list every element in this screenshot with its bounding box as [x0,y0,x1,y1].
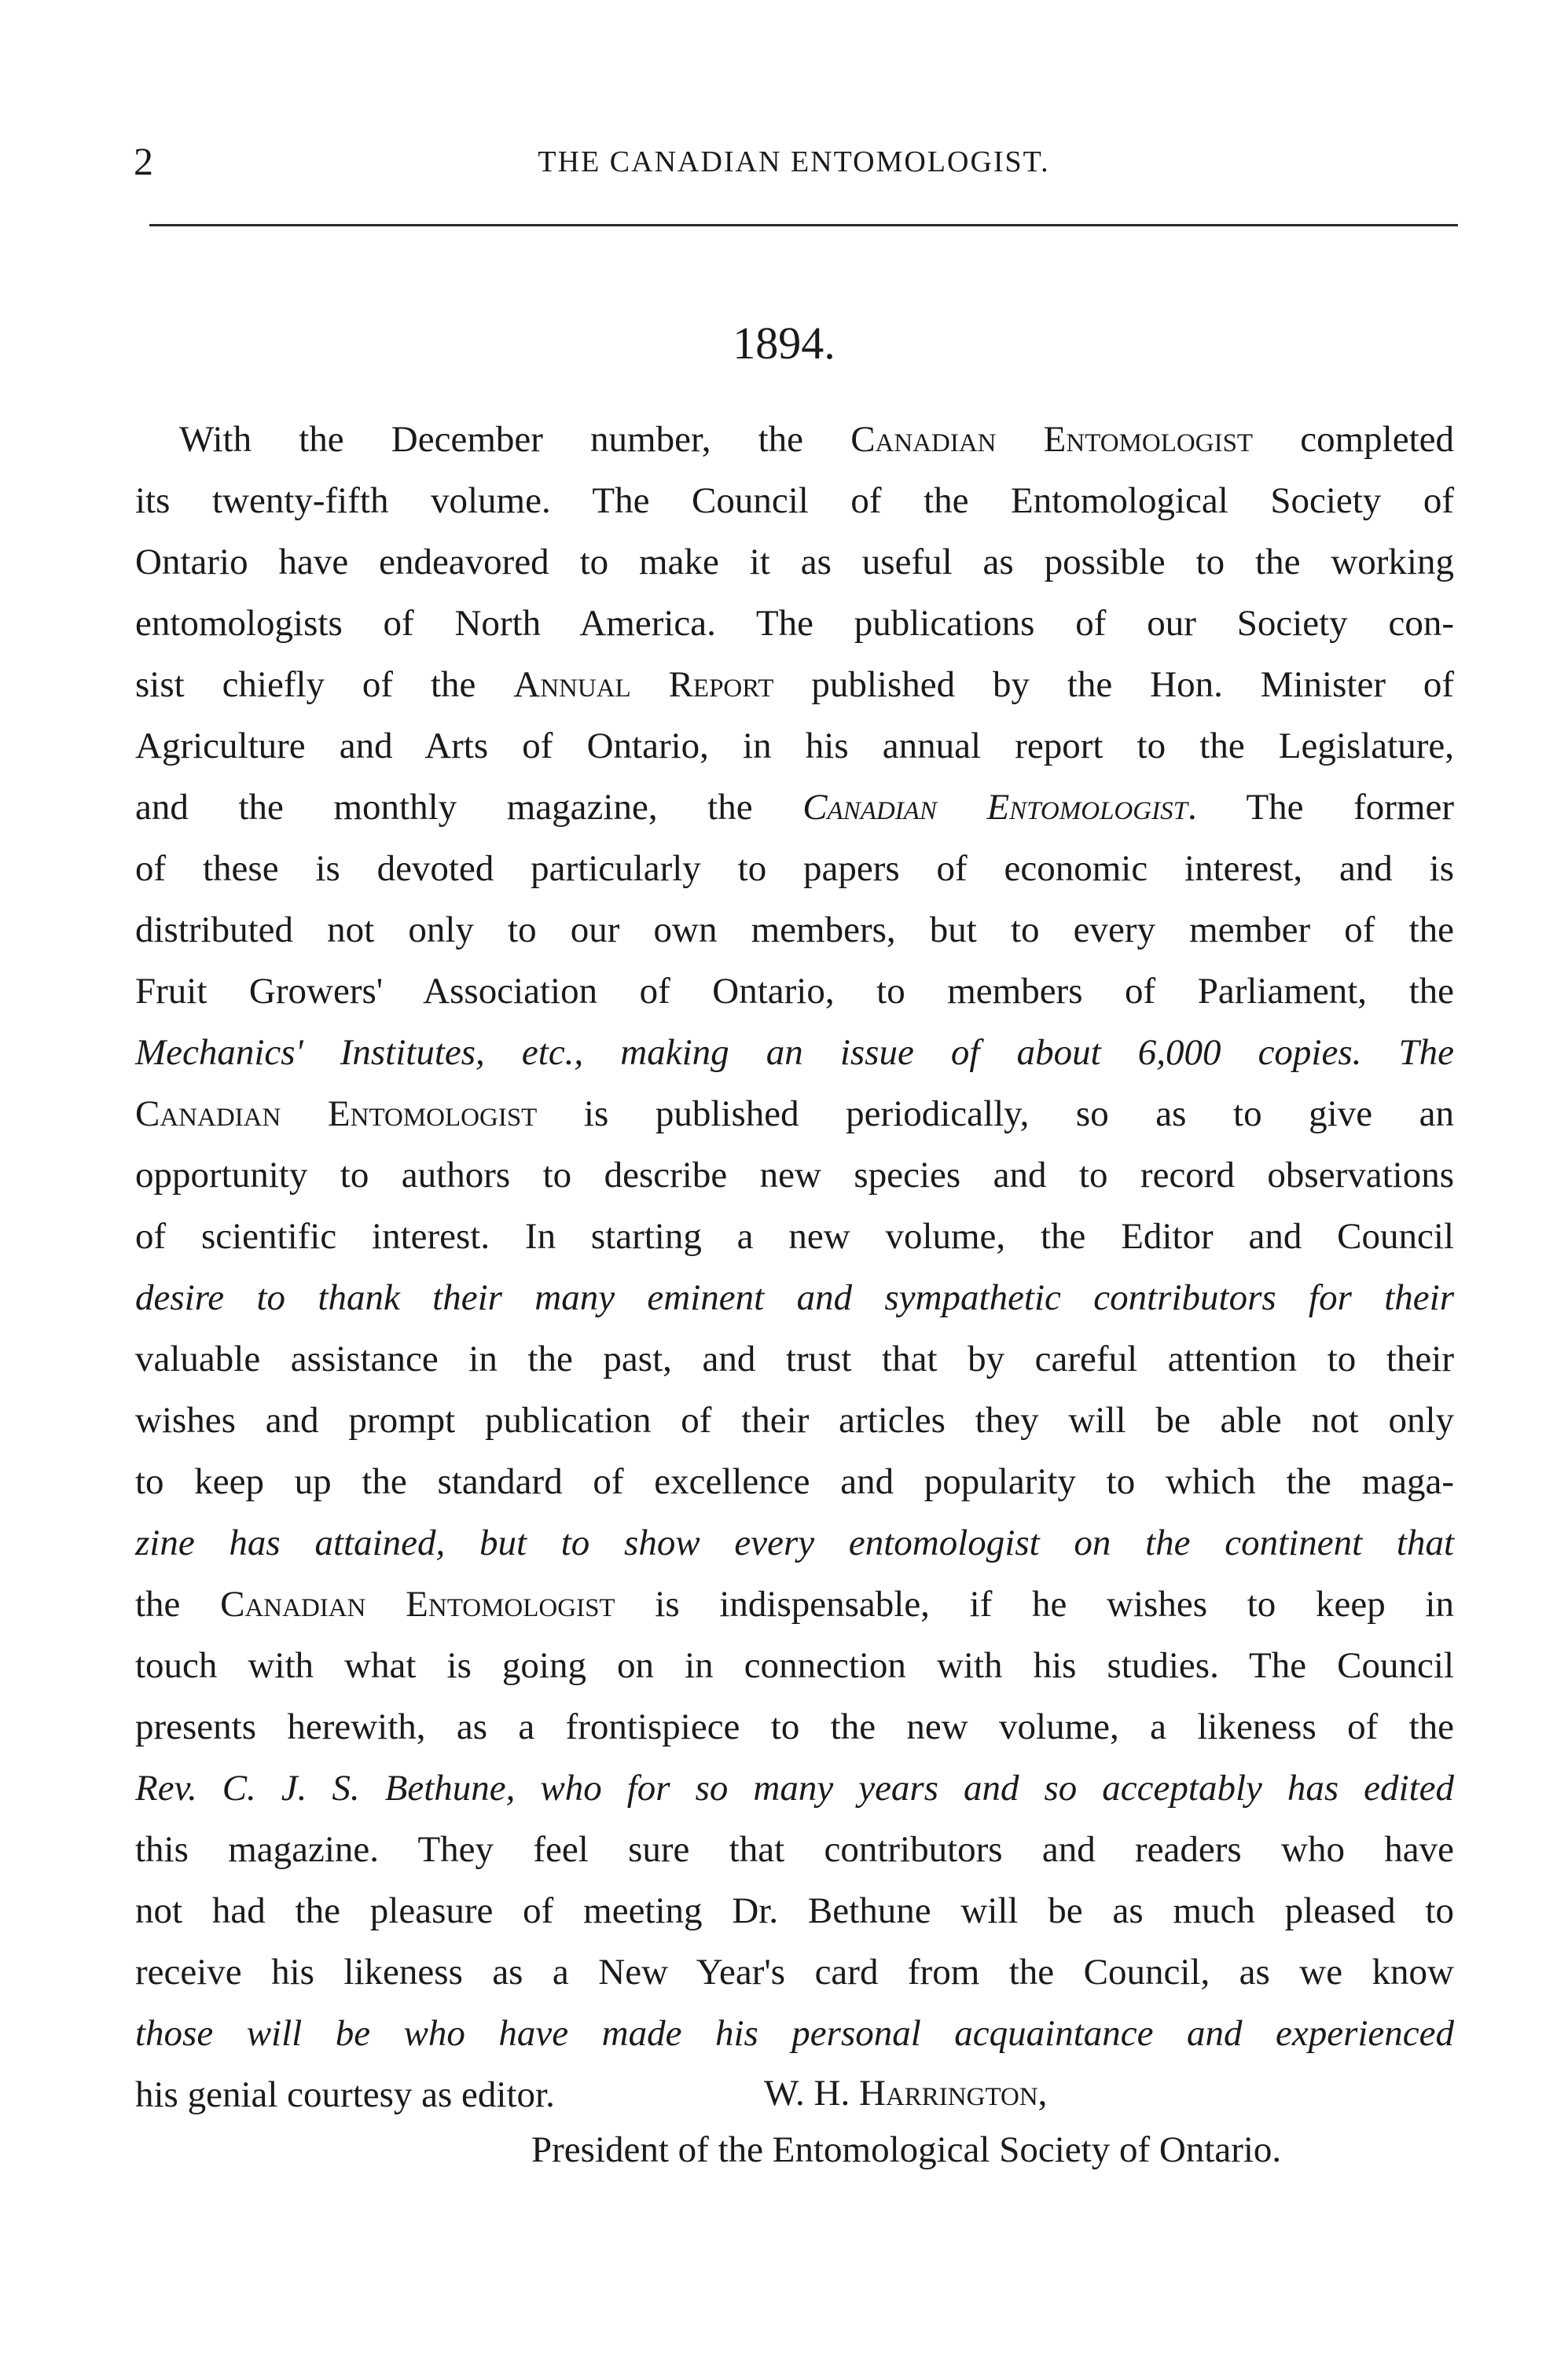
text-run: With the December number, the [179,419,851,460]
text-run: zine has attained, but to show every entomologist on the continent that [135,1523,1454,1563]
text-run: Mechanics' Institutes, etc., making an issue of about 6,000 copies. The [135,1032,1454,1073]
text-run: opportunity to authors to describe new species and to record observations [135,1155,1454,1196]
signature-punct: , [1037,2073,1048,2114]
page-header [126,138,1462,185]
body-line [135,1451,1454,1512]
body-line [135,1022,1454,1083]
text-run: not had the pleasure of meeting Dr. Bethune will be as much pleased to [135,1890,1454,1931]
text-run: presents herewith, as a frontispiece to the new volume, a likeness of the [135,1706,1454,1747]
journal-name: Canadian Entomologist [802,787,1188,828]
text-run: valuable assistance in the past, and trust that by careful attention to their [135,1339,1454,1379]
body-line [135,1267,1454,1328]
text-run: desire to thank their many eminent and sympathetic contributors for their [135,1277,1454,1318]
text-run: its twenty-fifth volume. The Council of the Entomological Society of [135,480,1454,521]
text-run: Fruit Growers' Association of Ontario, to members of Parliament, the [135,971,1454,1012]
text-run: to keep up the standard of excellence and popularity to which the maga- [135,1461,1454,1502]
signature-initials: W. H. [764,2073,859,2114]
text-run: those will be who have made his personal acquaintance and experienced [135,2013,1454,2054]
signature-title: President of the Entomological Society of Ontario. [531,2129,1282,2170]
body-line [135,531,1454,593]
text-run: sist chiefly of the [135,664,514,705]
body-line [135,961,1454,1022]
body-line [135,1635,1454,1696]
signature-surname: Harrington [859,2073,1038,2114]
text-run: Ontario have endeavored to make it as useful as possible to the working [135,542,1454,582]
body-line [135,899,1454,961]
text-run: of scientific interest. In starting a new volume, the Editor and Council [135,1216,1454,1257]
body-line [135,1328,1454,1390]
body-line [135,838,1454,899]
body-line [135,1941,1454,2003]
report-name: Annual Report [513,664,774,705]
text-run: Agriculture and Arts of Ontario, in his annual report to the Legislature, [135,725,1454,766]
text-run: Rev. C. J. S. Bethune, who for so many years and so acceptably has edited [135,1768,1454,1809]
text-run: receive his likeness as a New Year's card from the Council, as we know [135,1952,1454,1993]
body-line [135,1206,1454,1267]
body-line [135,409,1454,470]
body-line [135,1390,1454,1451]
body-line [135,1696,1454,1758]
text-run: is published periodically, so as to give an [537,1093,1455,1134]
text-run: of these is devoted particularly to papers of economic interest, and is [135,848,1454,889]
body-line [135,2003,1454,2064]
text-run: . The former [1187,787,1454,828]
body-line [135,1819,1454,1880]
text-run: entomologists of North America. The publications of our Society con- [135,603,1454,644]
text-run: the [135,1584,221,1625]
body-line [135,593,1454,654]
body-line [135,1880,1454,1941]
body-line [135,1758,1454,1819]
text-run: touch with what is going on in connection with his studies. The Council [135,1645,1454,1686]
article-year-heading: 1894. [733,318,835,369]
body-line [135,777,1454,838]
header-rule [149,224,1458,226]
text-run: completed [1253,419,1454,460]
body-line [135,470,1454,531]
journal-name: Canadian Entomologist [850,419,1254,460]
text-run: is indispensable, if he wishes to keep in [615,1584,1454,1625]
text-run: and the monthly magazine, the [135,787,803,828]
text-run: wishes and prompt publication of their articles they will be able not only [135,1400,1454,1441]
article-body [135,409,1454,2125]
text-run: his genial courtesy as editor. [135,2074,555,2115]
page-number: 2 [134,139,153,183]
text-run: distributed not only to our own members, but to every member of the [135,909,1454,950]
body-line [135,1144,1454,1206]
journal-name: Canadian Entomologist [135,1093,538,1134]
body-line [135,1083,1454,1144]
body-line [135,1512,1454,1574]
text-run: this magazine. They feel sure that contributors and readers who have [135,1829,1454,1870]
body-line [135,654,1454,715]
signature-name [764,2066,1047,2121]
journal-name: Canadian Entomologist [220,1584,615,1625]
text-run: published by the Hon. Minister of [773,664,1454,705]
running-title: THE CANADIAN ENTOMOLOGIST. [538,145,1050,178]
body-line [135,1574,1454,1635]
body-line [135,715,1454,777]
